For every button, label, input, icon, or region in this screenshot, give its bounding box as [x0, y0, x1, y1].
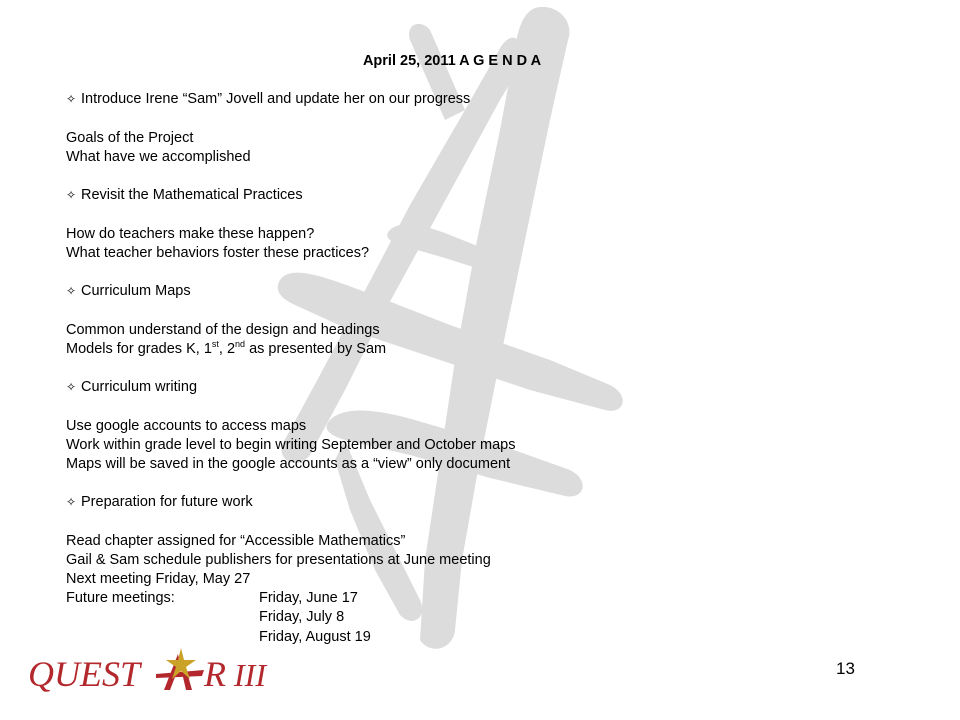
agenda-content — [66, 52, 786, 647]
four-pointed-star-icon: ✧ — [66, 284, 77, 299]
agenda-subitem: Work within grade level to begin writing September and October maps — [66, 436, 516, 453]
future-meeting-date: Friday, June 17 — [259, 590, 358, 607]
logo-text-right: R — [204, 654, 226, 694]
agenda-subitem: Read chapter assigned for “Accessible Mathematics” — [66, 532, 406, 549]
agenda-subitem: What teacher behaviors foster these practices? — [66, 244, 370, 261]
logo-numeral: III — [234, 657, 266, 693]
future-meetings-label: Future meetings: — [66, 590, 175, 607]
agenda-subitem: Goals of the Project — [66, 129, 194, 146]
agenda-subitem: What have we accomplished — [66, 148, 251, 165]
four-pointed-star-icon: ✧ — [66, 92, 77, 107]
agenda-bullet: ✧ Revisit the Mathematical Practices — [66, 186, 786, 205]
four-pointed-star-icon: ✧ — [66, 495, 77, 510]
four-pointed-star-icon: ✧ — [66, 188, 77, 203]
four-pointed-star-icon: ✧ — [66, 380, 77, 395]
agenda-title: April 25, 2011 A G E N D A — [362, 53, 542, 69]
agenda-bullet: ✧ Preparation for future work — [66, 493, 786, 512]
future-meetings-row — [66, 589, 786, 608]
agenda-subitem: Gail & Sam schedule publishers for presentations at June meeting — [66, 551, 491, 568]
agenda-subitem: How do teachers make these happen? — [66, 225, 315, 242]
page-number: 13 — [836, 659, 855, 678]
future-meeting-date: Friday, July 8 — [259, 609, 345, 626]
future-meetings-row — [66, 628, 786, 647]
questar-iii-logo — [28, 648, 293, 696]
agenda-bullet: ✧ Curriculum Maps — [66, 282, 786, 301]
agenda-subitem: Use google accounts to access maps — [66, 417, 307, 434]
agenda-subitem: Maps will be saved in the google accounts as a “view” only document — [66, 455, 511, 472]
agenda-subitem: Next meeting Friday, May 27 — [66, 571, 251, 588]
agenda-bullet: ✧ Introduce Irene “Sam” Jovell and update her on our progress — [66, 90, 786, 109]
logo-star-a-icon — [156, 648, 204, 690]
agenda-subitem-models: Models for grades K, 1st, 2nd as presented by Sam — [66, 338, 387, 357]
logo-text-left: QUEST — [28, 654, 141, 694]
future-meetings-row — [66, 608, 786, 627]
agenda-subitem: Common understand of the design and headings — [66, 321, 380, 338]
future-meeting-date: Friday, August 19 — [259, 628, 371, 645]
agenda-bullet: ✧ Curriculum writing — [66, 378, 786, 397]
